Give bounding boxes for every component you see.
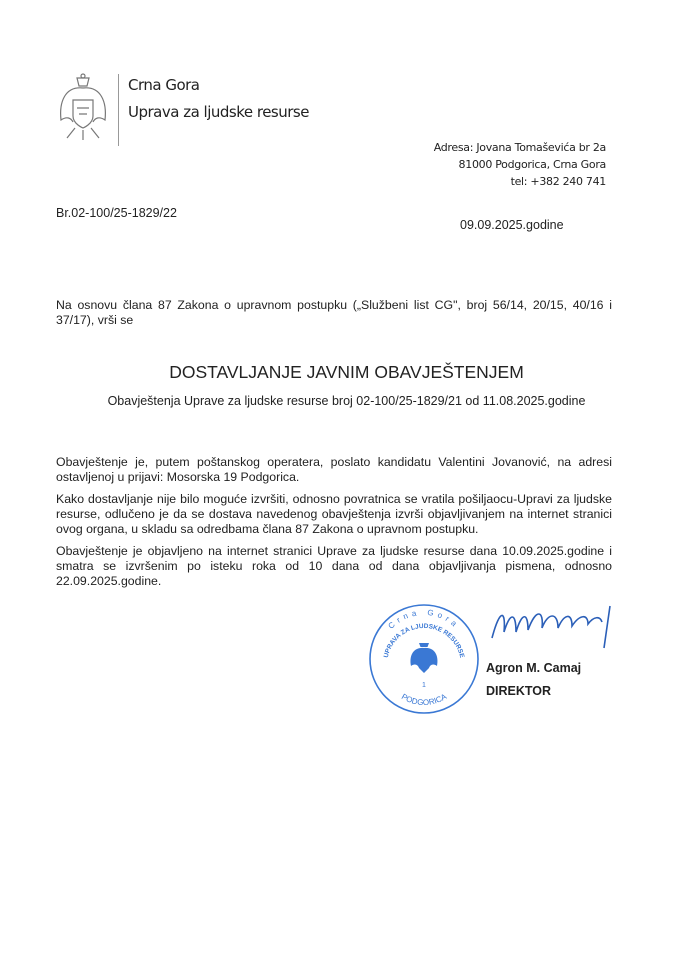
body-text: [56, 455, 612, 596]
document-date: 09.09.2025.godine: [460, 218, 564, 232]
body-paragraph-2: Kako dostavljanje nije bilo moguće izvršiti, odnosno povratnica se vratila pošiljaocu-Upravi za ljudske resurse, odlučeno je da se dostava navedenog obavještenja izvrši objavljivanjem na internet stranici ovog organa, u skladu sa odredbama člana 87 Zakona o upravnom postupku.: [56, 492, 612, 536]
document-subtitle: Obavještenja Uprave za ljudske resurse broj 02-100/25-1829/21 od 11.08.2025.godine: [107, 394, 586, 408]
document-title: DOSTAVLJANJE JAVNIM OBAVJEŠTENJEM: [169, 362, 524, 382]
address-street: Adresa: Jovana Tomaševića br 2a: [433, 141, 606, 154]
stamp-city-text: PODGORICA: [399, 692, 449, 708]
country-name: Crna Gora: [128, 76, 200, 94]
body-paragraph-1: Obavještenje je, putem poštanskog operatera, poslato kandidatu Valentini Jovanović, na adresi ostavljenoj u prijavi: Mosorska 19 Podgorica.: [56, 455, 612, 484]
signatory-role: DIREKTOR: [486, 684, 552, 698]
address-block: [434, 139, 606, 190]
body-paragraph-3: Obavještenje je objavljeno na internet stranici Uprave za ljudske resurse dana 10.09.2025.godine i smatra se izvršenim po isteku roka od 10 dana od dana objavljivanja pismena, odnosno 22.09.2025.godine.: [56, 544, 612, 588]
reference-number: Br.02-100/25-1829/22: [56, 206, 177, 220]
svg-text:PODGORICA: [400, 692, 449, 707]
stamp-ring-text: UPRAVA ZA LJUDSKE RESURSE: [382, 622, 466, 659]
signatory-name: Agron M. Camaj: [486, 661, 582, 675]
director-signature: [488, 598, 618, 654]
stamp-country-text: Crna Gora: [386, 607, 462, 631]
address-city: 81000 Podgorica, Crna Gora: [458, 158, 606, 171]
institution-name: Uprava za ljudske resurse: [128, 103, 309, 121]
official-stamp: [368, 603, 480, 715]
intro-paragraph: Na osnovu člana 87 Zakona o upravnom postupku („Službeni list CG", broj 56/14, 20/15, 40/16 i 37/17), vrši se: [56, 298, 612, 327]
header-divider: [118, 74, 119, 146]
address-phone: tel: +382 240 741: [510, 175, 606, 188]
stamp-number: 1: [422, 682, 426, 689]
coat-of-arms-logo: [55, 72, 111, 144]
